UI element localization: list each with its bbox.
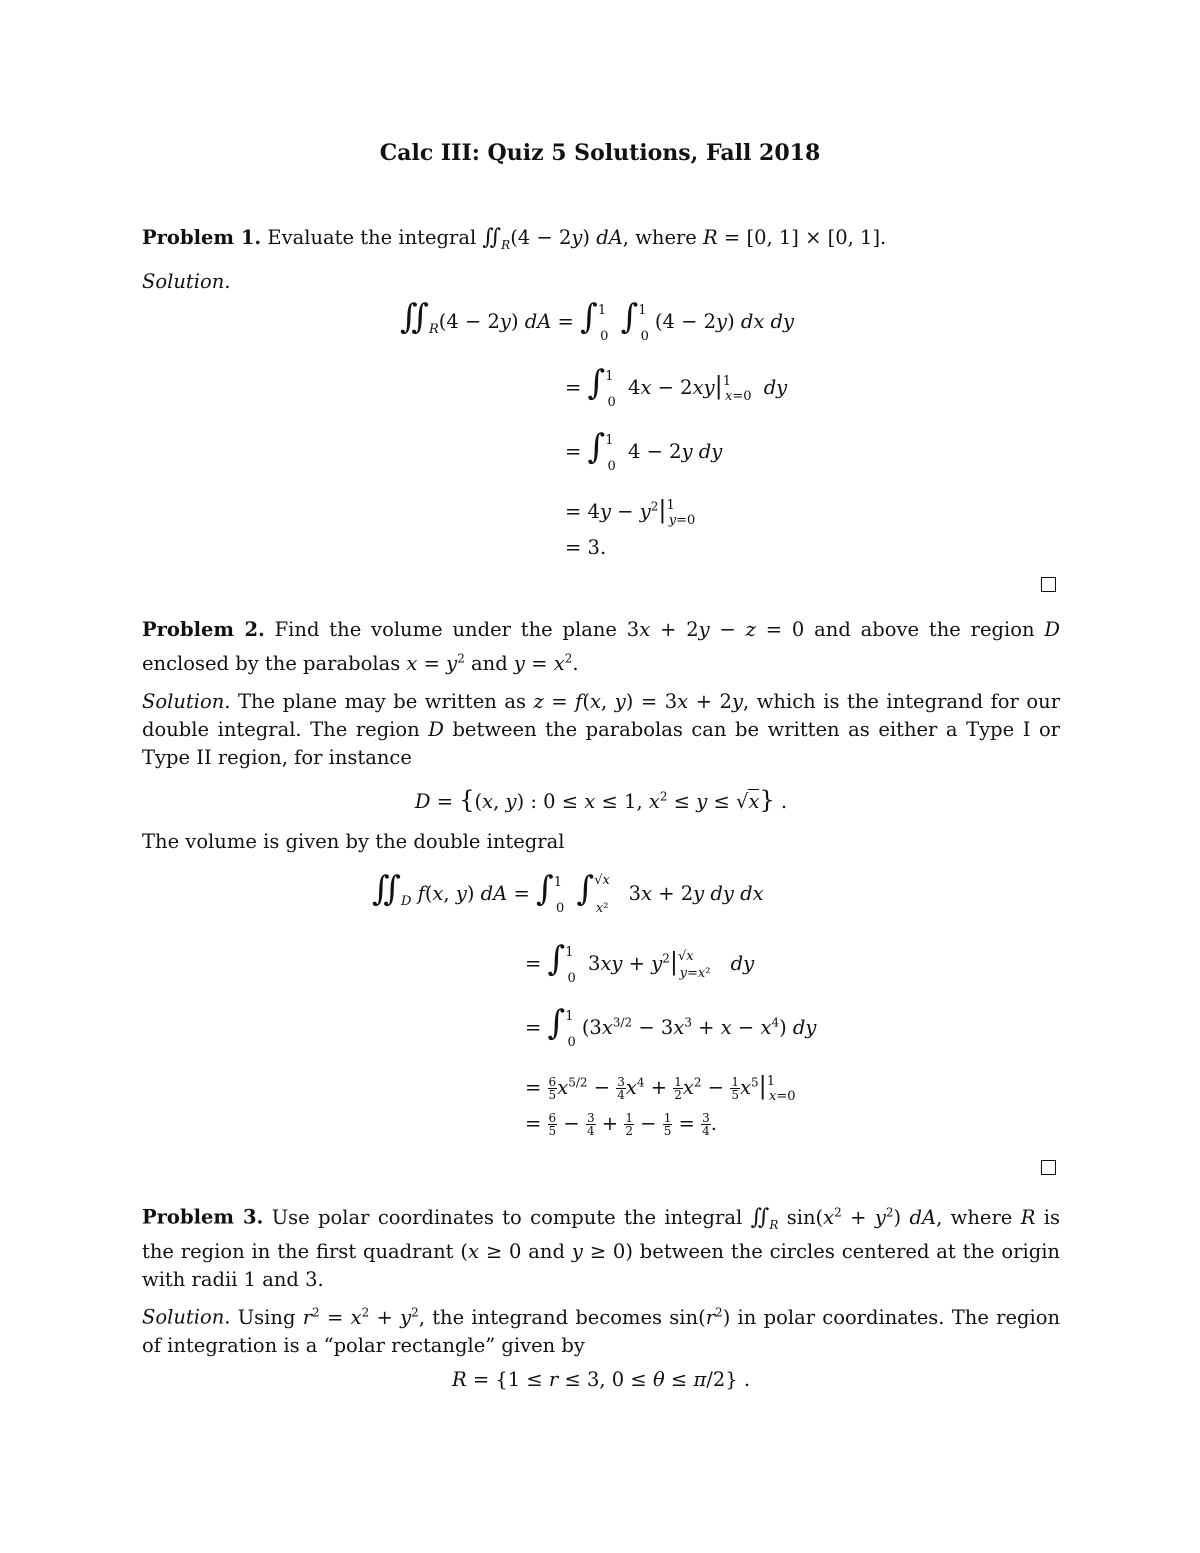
p2-eq-line-2: = ∫$^1_0$ $3xy + y^2|^{√x}_{y=x^2}$ dy	[525, 939, 755, 986]
p2-eq-line-5: = $\frac{6}{5}$ − $\frac{3}{4}$ + $\frac{1}{2}$ − $\frac{1}{5}$ = $\frac{3}{4}$ .	[525, 1111, 717, 1138]
problem-3-solution	[142, 1298, 1060, 1360]
page-title: Calc III: Quiz 5 Solutions, Fall 2018	[379, 140, 821, 166]
problem-3-solution-text: Using $r^2 = x^2 + y^2$, the integrand becomes $\sin(r^2)$ in polar coordinates. The region of integration is a “polar rectangle” given by	[142, 1305, 1061, 1357]
p2-eq-line-3: = $\int^1_0(3x^{3/2} - 3x^3 + x - x^4)$ dy	[525, 1003, 817, 1050]
problem-2-text: Find the volume under the plane 3x + 2y − z = 0 and above the region D enclosed by the parabolas $x = y^2$ and $y = x^2$.	[142, 618, 1060, 675]
p1-eq-line-1: $∬_R(4 - 2y)$ dA = ∫$^1_0$ ∫$^1_0$(4 − 2y) dx dy	[400, 297, 795, 344]
problem-1-label: Problem 1.	[142, 226, 262, 249]
p3-region-definition: R = {1 ≤ r ≤ 3, 0 ≤ θ ≤ π/2} .	[451, 1368, 751, 1391]
p1-eq-line-3: = ∫$^1_0$ 4 − 2y dy	[565, 427, 723, 474]
p1-qed-box	[1041, 577, 1056, 592]
p1-eq-line-4: = $4y - y^2|^1_{y=0}$	[565, 496, 696, 528]
problem-3-statement	[142, 1198, 1060, 1294]
problem-3-solution-label: Solution.	[142, 1305, 231, 1329]
p2-eq-line-4: = $\frac{6}{5}$ $x^{5/2}$ − $\frac{3}{4}$ $x^4$ + $\frac{1}{2}$ $x^2$ − $\frac{1}{5}$ $x^5|^1_{x=0}$	[525, 1072, 796, 1104]
problem-2-statement	[142, 616, 1060, 678]
problem-3-text: Use polar coordinates to compute the integral $∬_R$ $\sin(x^2 + y^2)$ dA, where R is the region in the first quadrant (x ≥ 0 and y ≥ 0) between the circles centered at the origin with radii 1 and 3.	[142, 1204, 1060, 1292]
p1-eq-line-2: = ∫$^1_0$ $4x - 2xy|^1_{x=0}$ dy	[565, 363, 788, 410]
problem-2-label: Problem 2.	[142, 618, 265, 641]
p2-eq-line-1: $∬_D$ f(x, y) dA = ∫$^1_0$ ∫$^{√x}_{x^2}$ 3x + 2y dy dx	[372, 869, 764, 916]
problem-1-solution-label: Solution.	[142, 270, 231, 293]
problem-2-solution-text: The plane may be written as z = f(x, y) = 3x + 2y, which is the integrand for our double integral. The region D between the parabolas can be written as either a Type I or Type II region, for instance	[142, 690, 1061, 769]
problem-1-statement	[142, 224, 1060, 259]
problem-2-solution-label: Solution.	[142, 690, 231, 713]
problem-1-text: Evaluate the integral $∬_R(4 - 2y)$ dA, where R = [0, 1] × [0, 1].	[267, 225, 887, 252]
p2-after-text: The volume is given by the double integral	[142, 830, 565, 853]
p1-eq-line-5: = 3.	[565, 536, 607, 559]
p2-region-definition: D = {(x, y) : 0 ≤ x ≤ 1, $x^2 \le y \le √x$} .	[414, 786, 788, 814]
p2-qed-box	[1041, 1160, 1056, 1175]
problem-3-label: Problem 3.	[142, 1205, 264, 1229]
problem-2-solution	[142, 688, 1060, 772]
